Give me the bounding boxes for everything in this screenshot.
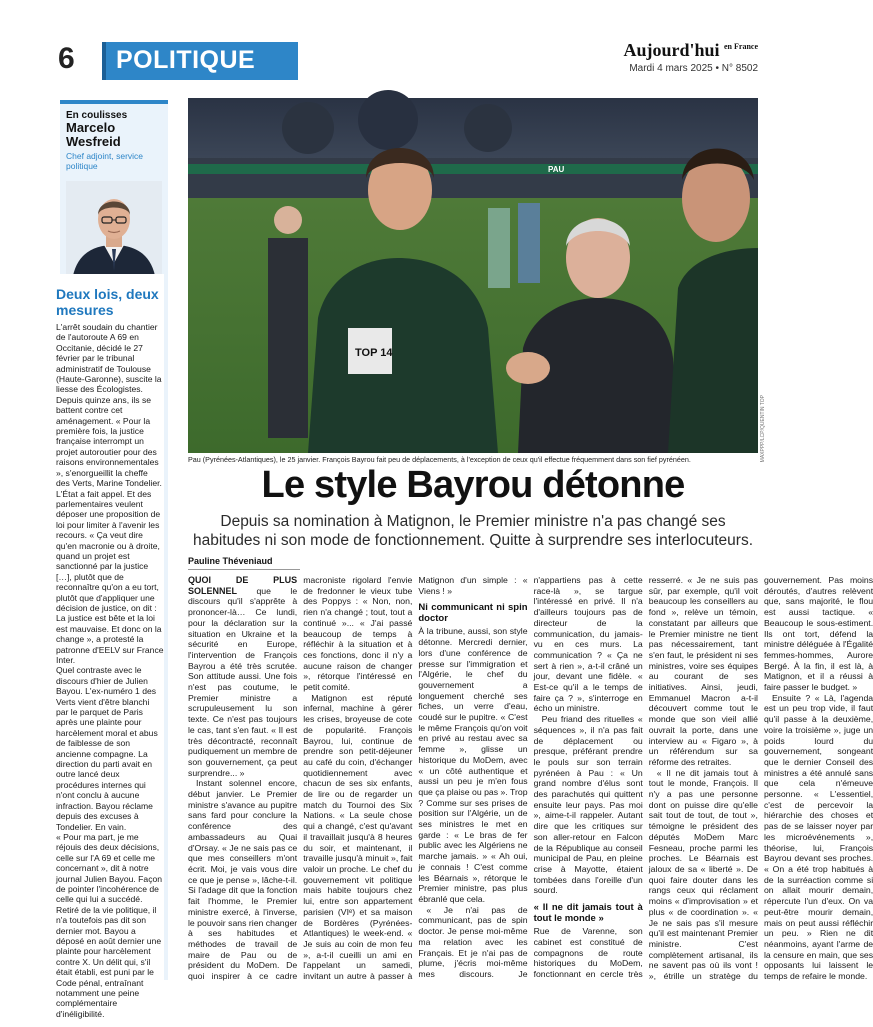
masthead-logo: Aujourd'hui $^{en France}$ bbox=[623, 40, 758, 60]
page-number: 6 bbox=[58, 42, 75, 75]
article-paragraph: Ensuite ? « Là, l'agenda est un peu trop vide, il faut qu'il passe à la deuxième, voire la troisième », juge un poids lourd du gouvernement, songeant que le dernier Conseil des ministres a été annulé sans que cela n'émeuve personne. « L'essentiel, c'est de percevoir la hiérarchie des choses et pas de se laisser noyer par les microévénements », théorise, lui, François Bayrou devant ses proches. « On a été trop habitués à de la surréaction comme si on allait mourir demain, répercute l'un d'eux. On va peut-être mourir demain, mais on peut aussi réfléchir un peu. » Rien ne dit néanmoins, ayant l'arme de la censure en main, que ses opposants lui laissent le temps de refaire le monde. bbox=[763, 692, 873, 982]
article-paragraph: Instant solennel encore, début janvier. Le Premier ministre s'avance au pupitre sans fard pour conclure la conférence des ambassadeurs au Quai d'Orsay. « Je ne sais pas ce que mes conseillers m'ont écrit. Moi, je vais vous dire ce que je pense », lâche-t-il. Si l'adage dit que la fonction fait l'homme, le Premier ministre exercé, à l'inverse, le pouvoir sans rien changer à ses habitudes et méthodes de travail de maire de Pau ou de président du MoDem. De quoi inspirer à ce cadre macroniste rigolard l'envie de fredonner le vieux tube des Poppys : « Non, non, rien n'a changé ; tout, tout a continué »... « J'ai passé beaucoup de temps à réfléchir à la situation et à ces fonctions, donc il n'y a aucune raison de changer », rétorque l'intéressé en petit comité. bbox=[188, 575, 413, 982]
sidebar-paragraph: « Pour ma part, je me réjouis des deux décisions, celle sur l'A 69 et celle me concernant », dit à notre journal Julien Bayou. Façon de pointer l'incohérence de celle qui lui a succédé. Retiré de la vie politique, il n'a toutefois pas dit son dernier mot. Bayou a déposé en août dernier une plainte pour harcèlement contre X. Un délit qui, s'il était établi, est puni par le Code pénal, entraînant notamment une peine complémentaire d'inéligibilité. bbox=[56, 831, 163, 1019]
article-paragraph: « Je n'ai pas de communicant, pas de spin doctor. Je pense moi-même ma relation avec les Français. Et je n'ai pas de plume, j'écris moi-même mes discours. Je n'appartiens pas à cette race-là », se targue l'intéressé en privé. Il n'a d'ailleurs toujours pas de directeur de la communication, du jamais-vu en ces murs. La communication ? « Ça ne sert à rien », a-t-il crâné un jour, devant une fidèle. « Est-ce qu'il a le temps de faire ça ? », s'interroge en écho un ministre. bbox=[418, 575, 643, 979]
article-paragraph: « Il ne dit jamais tout à tout le monde, François. Il n'y a pas une personne dont on puisse dire qu'elle sait tout de tout, de tout », témoigne le président des députés MoDem Marc Fesneau, proche parmi les proches. Le Béarnais est jaloux de sa « liberté ». De quoi faire douter dans les rangs ceux qui réclament moins « d'improvisation » et plus « de coordination ». « Je ne sais pas s'il mesure qu'il est maintenant Premier ministre. C'est complètement artisanal, ils ne savent pas où ils vont ! », étrille un stratège du gouvernement. Pas moins déroutés, d'autres relèvent que, sans majorité, le flou est aussi tactique. « Beaucoup le sous-estiment. Ils ont tort, défend la ministre déléguée à l'Égalité femmes-hommes, Aurore Bergé. À la fin, il est là, à Matignon, et il a réussi à faire passer le budget. » bbox=[648, 575, 873, 982]
article-paragraph: Rue de Varenne, son cabinet est constitué de compagnons de route historiques du MoDem, fonctionnant en cercle très resserré. « Je ne suis pas sûr, par exemple, qu'il voit beaucoup les conseillers au fond », relève un témoin, constatant par ailleurs que le Premier ministre ne tient pas nécessairement, tant s'en faut, le président ni ses ministres, voire ses équipes au courant de ses initiatives. Ainsi, jeudi, Emmanuel Macron a-t-il découvert comme tout le monde que son vieil allié ouvrait la porte, dans une interview au « Figaro », à un référendum sur sa réforme des retraites. bbox=[533, 575, 758, 979]
sidebar-text bbox=[56, 322, 164, 1019]
page-header bbox=[58, 40, 758, 84]
sponsor-banner-text: PAU bbox=[548, 165, 565, 174]
article-headline: Le style Bayrou détonne bbox=[261, 464, 685, 506]
issue-date: Mardi 4 mars 2025 • N° 8502 bbox=[629, 63, 758, 74]
author-portrait bbox=[66, 181, 162, 281]
sidebar-paragraph: L'État a fait appel. Et des parlementaires veulent déposer une proposition de loi pour limiter à l'avenir les recours. « Ça veut dire qu'en macronie ou à droite, quand un projet est sanctionné par la justice […], plutôt que de reconnaître qu'on a eu tort, plutôt que d'appliquer une décision de justice, on dit : La justice est bête et la loi est mauvaise. Et donc on la change », a protesté la patronne d'EELV sur France Inter. bbox=[56, 488, 164, 665]
photo-credit: MAXPPP/LCP/QUENTIN TOP bbox=[760, 395, 766, 463]
main-photo bbox=[188, 98, 758, 453]
photo-caption: Pau (Pyrénées-Atlantiques), le 25 janvier. François Bayrou fait peu de déplacements, à l'exception de ceux qu'il effectue fréquemment dans son fief pyrénéen. bbox=[188, 455, 691, 464]
sidebar-paragraph: Quel contraste avec le discours d'hier de Julien Bayou. L'ex-numéro 1 des Verts vient d'être blanchi par le parquet de Paris après une plainte pour harcèlement moral et abus de faiblesse de son ancienne compagne. La direction du parti avait en outre lancé deux procédures internes qui n'ont conclu à aucune infraction. Bayou réclame depuis des excuses à Tondelier. En vain. bbox=[56, 665, 158, 832]
sidebar-author: Marcelo Wesfreid bbox=[66, 120, 121, 149]
article-byline: Pauline Théveniaud bbox=[188, 556, 273, 566]
article-paragraph: À la tribune, aussi, son style détonne. Mercredi dernier, lors d'une conférence de presse sur l'immigration et l'Algérie, le chef du gouvernement a longuement cherché ses fiches, un verre d'eau, coudé sur le pupitre. « C'est le même François qu'on voit en privé au restau avec sa femme », glisse un historique du MoDem, avec « un côté authentique et aussi un peu je m'en fous que ça plaise ou pas ». Trop ? Comme sur ses prises de position sur l'Algérie, un de ses ministres le met en garde : « Le bras de fer public avec les Algériens ne marche jamais. » « Ah oui, je connais ! C'est comme les Béarnais », rétorque le Premier ministre, pas plus ébranlé que cela. bbox=[418, 626, 528, 904]
article-lead: QUOI DE PLUS SOLENNEL bbox=[188, 575, 298, 596]
sidebar-text-area bbox=[56, 274, 164, 1019]
sidebar-kicker: En coulisses bbox=[66, 110, 128, 121]
sidebar-author-role: Chef adjoint, service politique bbox=[66, 151, 144, 171]
article-paragraph: QUOI DE PLUS SOLENNEL que le discours qu'il s'apprête à prononcer-là… Ce lundi, pour la déclaration sur la situation en Ukraine et la sécurité en Europe, l'intervention de François Bayrou a été très scrutée. Son attitude aussi. Une fois n'est pas coutume, le Premier ministre a scrupuleusement lu son texte. Ce n'est pas toujours le cas, tant s'en faut. « Il est très décontracté, reconnaît pudiquement un membre de son gouvernement, ça peut surprendre... » bbox=[188, 575, 298, 778]
article-deck: Depuis sa nomination à Matignon, le Premier ministre n'a pas changé ses habitudes ni son mode de fonctionnement. Quitte à surprendre ses interlocuteurs. bbox=[192, 513, 754, 549]
section-rubric: POLITIQUE bbox=[102, 42, 298, 80]
byline-rule bbox=[188, 569, 300, 570]
sidebar-paragraph: L'arrêt soudain du chantier de l'autoroute A 69 en Occitanie, décidé le 27 février par le tribunal administratif de Toulouse (Haute-Garonne), suscite la liesse des Écologistes. Depuis quinze ans, ils se battent contre cet aménagement. « Pour la première fois, la justice française interrompt un projet autoroutier pour des raisons environnementales », s'enorgueillit la cheffe des Verts, Marine Tondelier. bbox=[56, 322, 162, 489]
rugby-stadium-photo bbox=[188, 98, 758, 453]
masthead bbox=[623, 40, 758, 74]
article-subhead: Ni communicant ni spin doctor bbox=[418, 602, 528, 625]
sidebar-title: Deux lois, deux mesures bbox=[56, 286, 159, 318]
sidebar-column bbox=[56, 100, 168, 1019]
jersey-badge-text: TOP 14 bbox=[355, 347, 393, 359]
article-paragraph: Peu friand des rituelles « séquences », il n'a pas fait de déplacement ou presque, préférant prendre le pouls sur son terrain pyrénéen à Pau : « Un grand nombre d'élus sont des parachutés qui quittent ensuite leur pays. Pas moi », aime-t-il rappeler. Autant dire que les critiques sur son aller-retour en Falcon de la République au conseil municipal de Pau, en pleine crise à Mayotte, étaient tombées dans l'oreille d'un sourd. bbox=[533, 714, 643, 896]
article-subhead: « Il ne dit jamais tout à tout le monde » bbox=[533, 902, 643, 925]
author-portrait-illustration bbox=[66, 181, 162, 281]
article-body bbox=[188, 575, 873, 985]
article-paragraph: Matignon est réputé infernal, machine à gérer les crises, broyeuse de cote de popularité. François Bayrou, lui, continue de prendre son petit-déjeuner au café du coin, d'échanger quotidiennement avec chacun de ses six enfants, de lire ou de regarder un match du Tournoi des Six Nations. « La seule chose qui a changé, c'est qu'avant il travaillait jusqu'à 8 heures du soir, et maintenant, il travaille jusqu'à minuit », fait valoir un proche. Le chef du gouvernement vit politique mais habite toujours chez lui, entre son appartement parisien (VIᵉ) et sa maison de Bordères (Pyrénées-Atlantiques) le week-end. « Je suis au coin de mon feu », a-t-il cueilli un ami en l'appelant un samedi, invitant un autre à passer à Matignon d'un simple : « Viens ! » bbox=[303, 575, 528, 982]
